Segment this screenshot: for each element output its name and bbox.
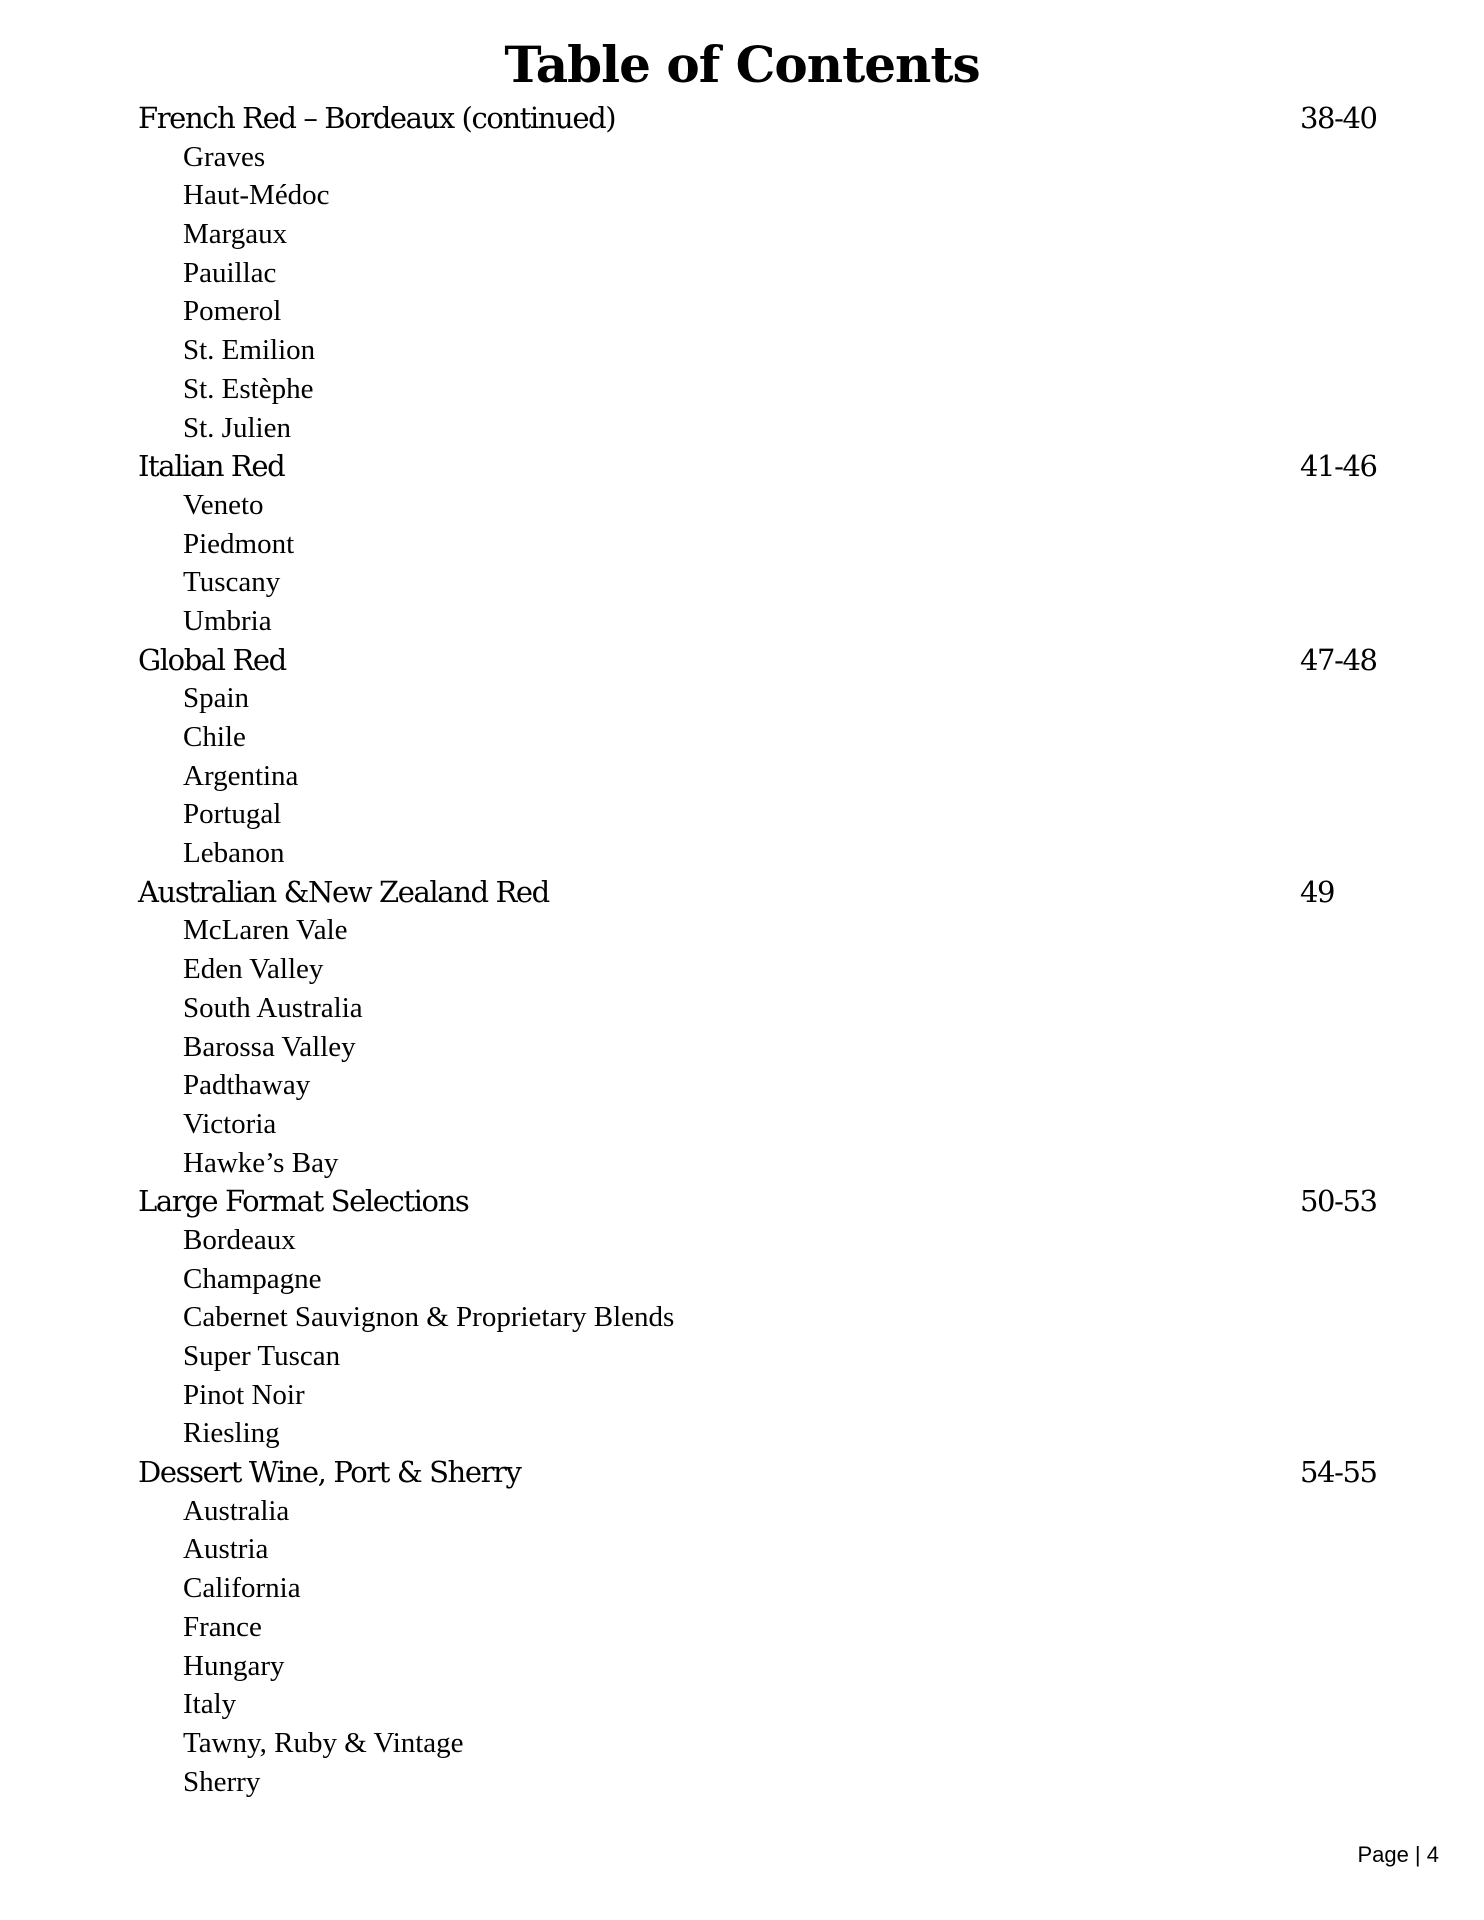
subsection-item: California (183, 1572, 301, 1605)
page-number-footer: Page | 4 (1357, 1842, 1439, 1867)
subsection-item: Champagne (183, 1262, 322, 1295)
section-heading (138, 873, 1378, 912)
subsection-list (138, 1492, 1378, 1802)
section-page-range: 49 (1300, 874, 1335, 909)
page-title: Table of Contents (504, 35, 980, 94)
subsection-item: Austria (183, 1533, 269, 1566)
subsection-list (138, 679, 1378, 872)
section-title: Australian &New Zealand Red (138, 874, 549, 909)
subsection-item: Graves (183, 140, 266, 173)
subsection-item: Tuscany (183, 566, 281, 599)
subsection-item: Sherry (183, 1765, 261, 1798)
section-heading (138, 641, 1378, 680)
section-heading (138, 1182, 1378, 1221)
subsection-item: St. Emilion (183, 334, 316, 367)
toc-section-french-red-bordeaux (138, 99, 1378, 447)
subsection-item: Barossa Valley (183, 1030, 356, 1063)
subsection-item: Cabernet Sauvignon & Proprietary Blends (183, 1301, 675, 1334)
section-page-range: 47-48 (1300, 642, 1377, 677)
subsection-item: St. Estèphe (183, 372, 314, 405)
subsection-item: Spain (183, 682, 250, 715)
subsection-item: Chile (183, 721, 246, 753)
subsection-list (138, 138, 1378, 448)
section-page-range: 41-46 (1300, 449, 1377, 484)
subsection-item: St. Julien (183, 411, 291, 444)
subsection-item: Umbria (183, 604, 272, 637)
subsection-item: South Australia (183, 991, 363, 1024)
toc-section-large-format-selections (138, 1182, 1378, 1453)
subsection-item: Super Tuscan (183, 1340, 341, 1372)
subsection-item: Piedmont (183, 527, 295, 560)
subsection-item: Pauillac (183, 256, 277, 289)
subsection-item: Haut-Médoc (183, 179, 330, 212)
section-page-range: 50-53 (1300, 1184, 1377, 1219)
section-heading (138, 447, 1378, 486)
subsection-item: Riesling (183, 1417, 280, 1450)
toc-section-australian-new-zealand-red (138, 873, 1378, 1183)
subsection-item: Italy (183, 1688, 237, 1721)
subsection-item: Portugal (183, 798, 282, 831)
subsection-item: Padthaway (183, 1069, 311, 1102)
subsection-item: Tawny, Ruby & Vintage (183, 1726, 464, 1759)
subsection-item: Veneto (183, 488, 264, 521)
section-heading (138, 99, 1378, 138)
subsection-list (138, 486, 1378, 641)
subsection-item: Pinot Noir (183, 1378, 305, 1411)
toc-section-global-red (138, 641, 1378, 873)
subsection-item: Margaux (183, 218, 288, 251)
toc-section-italian-red (138, 447, 1378, 640)
section-title: French Red – Bordeaux (continued) (138, 101, 616, 135)
toc-section-dessert-wine-port-sherry (138, 1453, 1378, 1801)
section-page-range: 54-55 (1300, 1455, 1377, 1490)
section-title: Large Format Selections (138, 1184, 469, 1219)
subsection-item: France (183, 1610, 262, 1643)
subsection-list (138, 1221, 1378, 1453)
subsection-item: McLaren Vale (183, 914, 348, 947)
subsection-item: Pomerol (183, 295, 282, 328)
subsection-item: Eden Valley (183, 953, 324, 986)
section-title: Italian Red (138, 449, 285, 484)
subsection-item: Bordeaux (183, 1223, 296, 1256)
section-heading (138, 1453, 1378, 1492)
table-of-contents (138, 99, 1378, 1801)
subsection-item: Hungary (183, 1649, 285, 1682)
section-title: Global Red (138, 642, 286, 677)
subsection-item: Lebanon (183, 837, 285, 870)
subsection-item: Hawke’s Bay (183, 1146, 339, 1179)
subsection-item: Victoria (183, 1107, 277, 1140)
subsection-item: Argentina (183, 759, 299, 792)
section-title: Dessert Wine, Port & Sherry (138, 1455, 521, 1490)
section-page-range: 38-40 (1300, 101, 1377, 135)
subsection-item: Australia (183, 1494, 290, 1527)
subsection-list (138, 911, 1378, 1182)
